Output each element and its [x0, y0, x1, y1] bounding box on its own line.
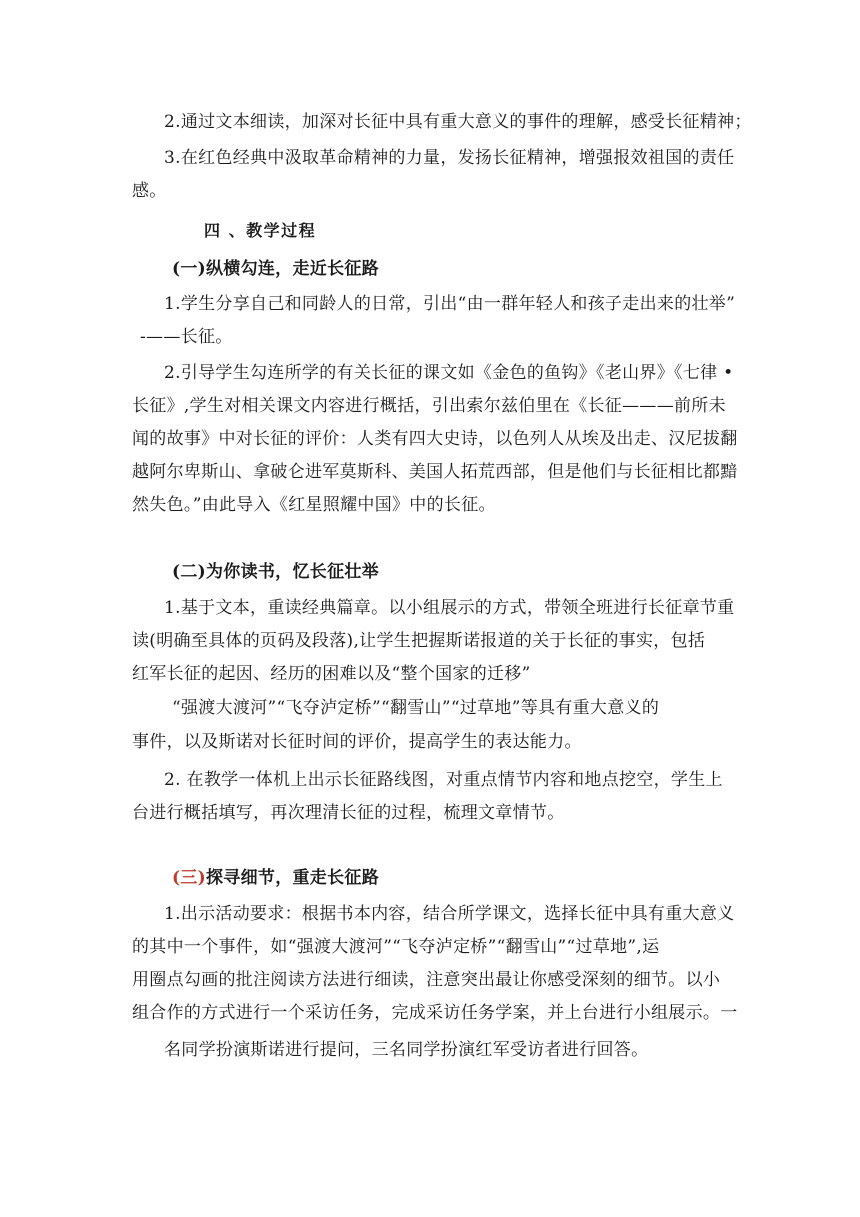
- part-2-para-1-line-5: 事件，以及斯诺对长征时间的评价，提高学生的表达能力。: [132, 732, 582, 752]
- part-1-para-1-line-1: 1.学生分享自己和同龄人的日常，引出“由一群年轻人和孩子走出来的壮举”: [164, 294, 736, 314]
- part-2-para-2-line-1: 2. 在教学一体机上出示长征路线图，对重点情节内容和地点挖空，学生上: [164, 770, 723, 790]
- goal-3-line-1: 3.在红色经典中汲取革命精神的力量，发扬长征精神，增强报效祖国的责任: [164, 148, 735, 168]
- part-2-para-1-line-4: “强渡大渡河”“飞夺泸定桥”“翻雪山”“过草地”等具有重大意义的: [172, 698, 660, 718]
- part-2-para-2-line-2: 台进行概括填写，再次理清长征的过程，梳理文章情节。: [132, 803, 565, 823]
- part-3-title-text: 探寻细节，重走长征路: [206, 868, 379, 888]
- part-1-para-2-line-5: 然失色。”由此导入《红星照耀中国》中的长征。: [132, 495, 496, 515]
- part-1-para-2-line-3: 闻的故事》中对长征的评价：人类有四大史诗，以色列人从埃及出走、汉尼拔翻: [132, 429, 738, 449]
- part-1-para-2-line-4: 越阿尔卑斯山、拿破仑进军莫斯科、美国人拓荒西部，但是他们与长征相比都黯: [132, 462, 738, 482]
- section-heading: 四 、教学过程: [204, 221, 317, 240]
- part-2-para-1-line-3: 红军长征的起因、经历的困难以及“整个国家的迁移”: [132, 664, 531, 684]
- part-3-para-1-line-1: 1.出示活动要求：根据书本内容，结合所学课文，选择长征中具有重大意义: [164, 904, 735, 924]
- part-3-para-1-line-4: 组合作的方式进行一个采访任务，完成采访任务学案，并上台进行小组展示。一: [132, 1003, 738, 1023]
- part-3-para-1-line-2: 的其中一个事件，如“强渡大渡河”“飞夺泸定桥”“翻雪山”“过草地”,运: [132, 937, 660, 957]
- part-1-para-2-line-2: 长征》,学生对相关课文内容进行概括，引出索尔兹伯里在《长征———前所未: [132, 396, 726, 416]
- part-2-para-1-line-2: 读(明确至具体的页码及段落),让学生把握斯诺报道的关于长征的事实，包括: [132, 631, 706, 651]
- part-1-para-1-line-2: -——长征。: [140, 327, 233, 347]
- part-3-title: [172, 867, 379, 889]
- goal-2: 2.通过文本细读，加深对长征中具有重大意义的事件的理解，感受长征精神；: [164, 112, 752, 132]
- part-1-title: (一)纵横勾连，走近长征路: [172, 259, 379, 279]
- part-3-para-1-line-5: 名同学扮演斯诺进行提问，三名同学扮演红军受访者进行回答。: [164, 1040, 649, 1060]
- part-3-para-1-line-3: 用圈点勾画的批注阅读方法进行细读，注意突出最让你感受深刻的细节。以小: [132, 970, 721, 990]
- part-3-title-number: (三): [172, 868, 206, 888]
- part-2-title: (二)为你读书，忆长征壮举: [172, 562, 379, 582]
- part-2-para-1-line-1: 1.基于文本，重读经典篇章。以小组展示的方式，带领全班进行长征章节重: [164, 598, 735, 618]
- part-1-para-2-line-1: 2.引导学生勾连所学的有关长征的课文如《金色的鱼钩》《老山界》《七律 •: [164, 363, 734, 383]
- goal-3-line-2: 感。: [132, 181, 167, 201]
